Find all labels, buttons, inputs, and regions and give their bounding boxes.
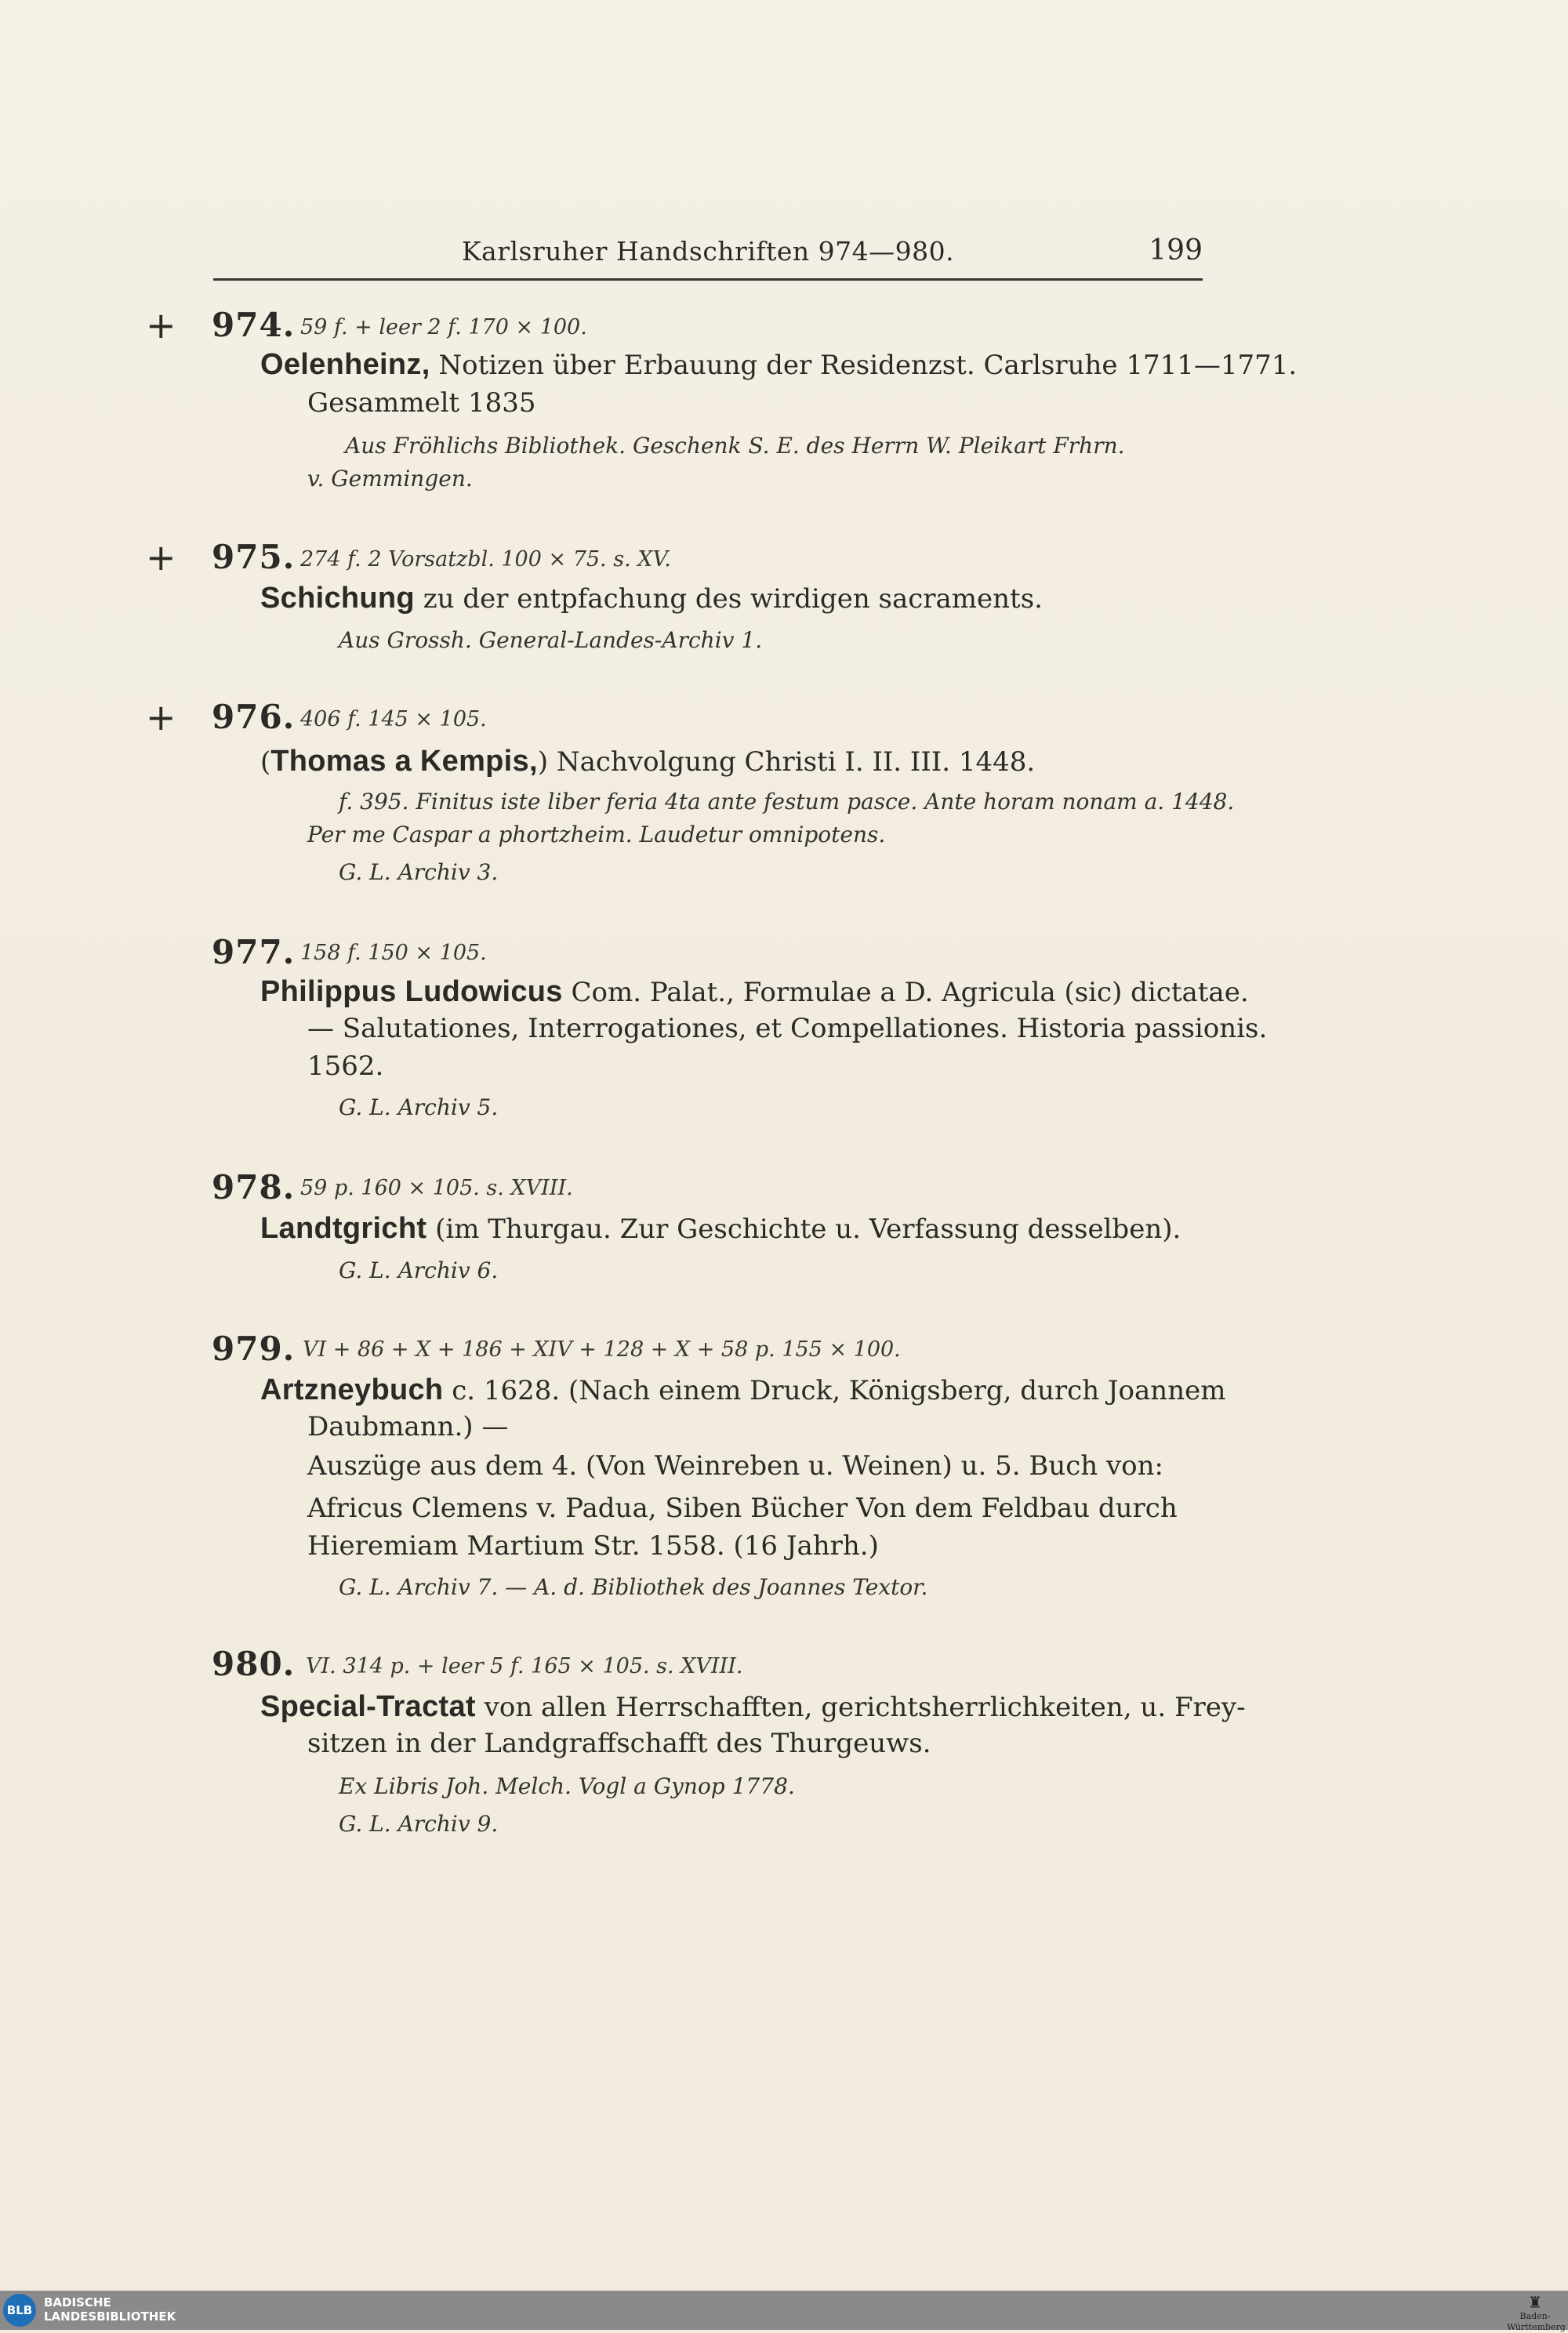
entry-number: 975. [212,538,296,576]
entry-author: Landtgricht [260,1212,427,1245]
entry-title-text: Com. Palat., Formulae a D. Agricula (sic) dictatae. [562,977,1249,1008]
entry-author: Philippus Ludowicus [260,975,563,1008]
library-name-line: LANDESBIBLIOTHEK [44,2309,176,2324]
entry-number: 979. [212,1330,296,1368]
state-logo[interactable] [1507,2293,1566,2332]
entry-provenance: G. L. Archiv 5. [339,1094,499,1120]
entry-physical-description: 274 f. 2 Vorsatzbl. 100 ⨯ 75. s. XV. [300,547,671,571]
entry-title-line [260,582,1043,615]
entry-physical-description: VI. 314 p. + leer 5 f. 165 ⨯ 105. s. XVIII. [306,1654,743,1678]
entry-number: 974. [212,306,296,344]
entry-provenance: Ex Libris Joh. Melch. Vogl a Gynop 1778. [339,1773,795,1799]
entry-provenance: v. Gemmingen. [307,466,473,492]
entry-provenance: G. L. Archiv 6. [339,1257,499,1283]
entry-author: Thomas a Kempis, [270,745,538,778]
entry-provenance: Aus Fröhlichs Bibliothek. Geschenk S. E. des Herrn W. Pleikart Frhrn. [345,433,1125,459]
entry-physical-description: 158 f. 150 ⨯ 105. [300,941,487,965]
entry-author: Schichung [260,582,415,615]
entry-title-text: Notizen über Erbauung der Residenzst. Carlsruhe 1711—1771. [430,350,1298,381]
entry-title-text: von allen Herrschafften, gerichtsherrlichkeiten, u. Frey- [475,1692,1246,1723]
entry-physical-description: VI + 86 + X + 186 + XIV + 128 + X + 58 p. 155 ⨯ 100. [303,1337,901,1362]
entry-physical-description: 59 p. 160 ⨯ 105. s. XVIII. [300,1176,573,1200]
entry-title-text: ) Nachvolgung Christi I. II. III. 1448. [537,746,1036,778]
entry-author: Artzneybuch [260,1373,444,1406]
entry-title-continuation: Auszüge aus dem 4. (Von Weinreben u. Weinen) u. 5. Buch von: [307,1450,1164,1482]
entry-mark: + [146,696,176,738]
entry-title-line [260,745,1035,778]
entry-provenance: Per me Caspar a phortzheim. Laudetur omnipotens. [307,822,886,847]
entry-provenance: G. L. Archiv 9. [339,1811,499,1837]
entry-title-line [260,1373,1225,1407]
entry-number: 980. [212,1645,296,1683]
entry-title-bracket: ( [260,746,271,778]
entry-provenance: f. 395. Finitus iste liber feria 4ta ante festum pasce. Ante horam nonam a. 1448. [339,789,1235,815]
state-label: Baden-Württemberg [1507,2311,1566,2332]
entry-title-continuation: Gesammelt 1835 [307,387,536,419]
running-header [213,231,1203,281]
entry-title-line [260,1212,1181,1246]
running-title: Karlsruher Handschriften 974—980. [461,236,955,267]
entry-title-text: c. 1628. (Nach einem Druck, Königsberg, durch Joannem [443,1375,1226,1406]
viewer-footer-bar [0,2291,1568,2330]
entry-provenance: G. L. Archiv 3. [339,859,499,885]
entry-title-text: zu der entpfachung des wirdigen sacraments. [414,583,1043,615]
entry-mark: + [146,304,176,347]
entry-provenance: Aus Grossh. General-Landes-Archiv 1. [339,627,763,653]
entry-title-continuation: sitzen in der Landgraffschafft des Thurgeuws. [307,1728,931,1759]
entry-title-continuation: Africus Clemens v. Padua, Siben Bücher Von dem Feldbau durch [307,1493,1178,1524]
entry-mark: + [146,536,176,579]
entry-title-line [260,975,1249,1009]
entry-title-continuation: — Salutationes, Interrogationes, et Compellationes. Historia passionis. [307,1013,1268,1044]
state-crest-icon: ♜ [1528,2293,1542,2312]
page-number: 199 [1149,234,1203,267]
library-name-line: BADISCHE [44,2295,111,2309]
entry-title-line [260,1690,1246,1724]
entry-author: Oelenheinz, [260,348,430,381]
library-name [44,2295,176,2324]
entry-title-continuation: Hieremiam Martium Str. 1558. (16 Jahrh.) [307,1530,879,1562]
entry-provenance: G. L. Archiv 7. — A. d. Bibliothek des Joannes Textor. [339,1574,928,1600]
entry-title-text: (im Thurgau. Zur Geschichte u. Verfassung desselben). [426,1214,1181,1245]
entry-author: Special-Tractat [260,1690,476,1723]
entry-title-continuation: 1562. [307,1050,384,1082]
entry-physical-description: 406 f. 145 ⨯ 105. [300,707,487,731]
library-logo[interactable]: BLB [3,2294,36,2327]
entry-number: 978. [212,1168,296,1206]
entry-physical-description: 59 f. + leer 2 f. 170 ⨯ 100. [300,315,587,339]
entry-title-line [260,348,1297,382]
entry-title-continuation: Daubmann.) — [307,1411,509,1442]
entry-number: 976. [212,698,296,736]
entry-number: 977. [212,933,296,971]
